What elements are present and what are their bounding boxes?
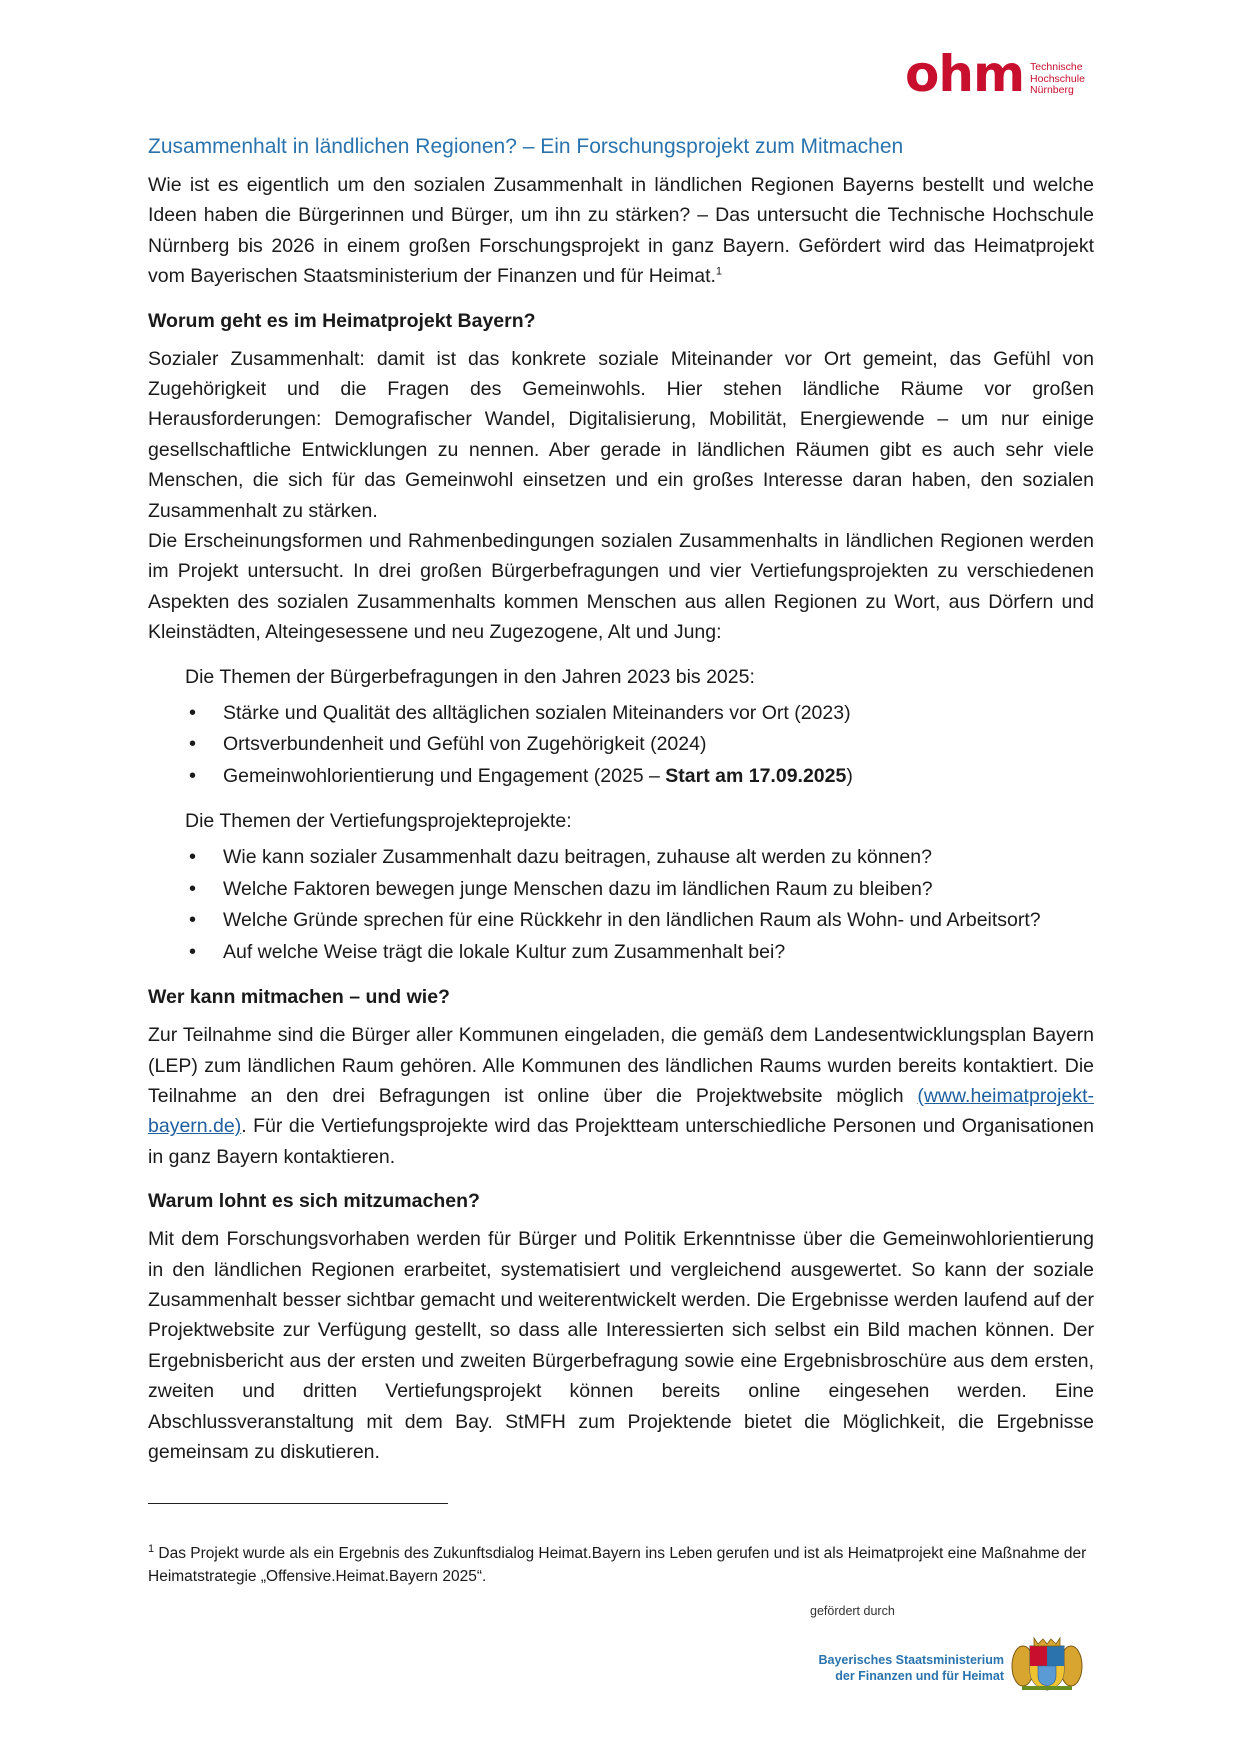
section-heading-benefits: Warum lohnt es sich mitzumachen?: [148, 1190, 480, 1213]
survey3-close: ): [846, 764, 853, 787]
projects-list: [185, 842, 1094, 968]
list-item: • Wie kann sozialer Zusammenhalt dazu beitragen, zuhause alt werden zu können?: [185, 842, 1094, 874]
about-paragraph-2: Die Erscheinungsformen und Rahmenbedingungen sozialen Zusammenhalts in ländlichen Regionen werden im Projekt untersucht. In drei großen Bürgerbefragungen und vier Vertiefungsprojekten zu verschiedenen Aspekten des sozialen Zusammenhalts kommen Menschen aus allen Regionen zu Wort, aus Dörfern und Kleinstädten, Alteingesessene und neu Zugezogene, Alt und Jung:: [148, 530, 1094, 644]
participation-paragraph: [148, 1020, 1094, 1172]
bavarian-coat-of-arms-icon: [1008, 1636, 1086, 1692]
logo-wordmark: ohm: [905, 45, 1025, 103]
section-heading-about: Worum geht es im Heimatprojekt Bayern?: [148, 309, 536, 332]
list-item: • Welche Faktoren bewegen junge Menschen dazu im ländlichen Raum zu bleiben?: [185, 874, 1094, 906]
footnote-ref[interactable]: 1: [715, 265, 723, 278]
logo-line-3: Nürnberg: [1030, 84, 1074, 96]
footnote-divider: [148, 1503, 448, 1504]
footnote-mark: 1: [148, 1542, 155, 1555]
logo-subtitle: [1030, 62, 1085, 97]
footnote: [148, 1542, 1094, 1588]
footnote-text: Das Projekt wurde als ein Ergebnis des Zukunftsdialog Heimat.Bayern ins Leben gerufen und ist als Heimatprojekt eine Maßnahme der Heimatstrategie „Offensive.Heimat.Bayern 2025“.: [148, 1545, 1087, 1585]
list-item: • Auf welche Weise trägt die lokale Kultur zum Zusammenhalt bei?: [185, 937, 1094, 969]
about-paragraph-1: Sozialer Zusammenhalt: damit ist das konkrete soziale Miteinander vor Ort gemeint, das Gefühl von Zugehörigkeit und die Fragen des Gemeinwohls. Hier stehen ländliche Räume vor großen Herausforderungen: Demografischer Wandel, Digitalisierung, Mobilität, Energiewende – um nur einige gesellschaftliche Entwicklungen zu nennen. Aber gerade in ländlichen Räumen gibt es auch sehr viele Menschen, die sich für das Gemeinwohl einsetzen und ein großes Interesse daran haben, den sozialen Zusammenhalt zu stärken.: [148, 347, 1094, 522]
participation-text-end: . Für die Vertiefungsprojekte wird das Projektteam unterschiedliche Personen und Organisationen in ganz Bayern kontaktieren.: [148, 1115, 1094, 1168]
topics-block: [185, 662, 1094, 969]
list-item: • Stärke und Qualität des alltäglichen sozialen Miteinanders vor Ort (2023): [185, 698, 1094, 730]
ministry-line-1: Bayerisches Staatsministerium: [818, 1653, 1004, 1667]
page-title: Zusammenhalt in ländlichen Regionen? – Ein Forschungsprojekt zum Mitmachen: [148, 135, 904, 158]
logo-line-2: Hochschule: [1030, 72, 1085, 85]
ohm-logo: [905, 45, 1085, 103]
benefits-paragraph: Mit dem Forschungsvorhaben werden für Bürger und Politik Erkenntnisse über die Gemeinwohlorientierung in den ländlichen Regionen erarbeitet, systematisiert und vergleichend ausgewertet. So kann der soziale Zusammenhalt besser sichtbar gemacht und weiterentwickelt werden. Die Ergebnisse werden laufend auf der Projektwebsite zur Verfügung gestellt, so dass alle Interessierten sich selbst ein Bild machen können. Der Ergebnisbericht aus der ersten und zweiten Bürgerbefragung sowie eine Ergebnisbroschüre aus dem ersten, zweiten und dritten Vertiefungsprojekt können bereits online eingesehen werden. Eine Abschlussveranstaltung mit dem Bay. StMFH zum Projektende bietet die Möglichkeit, die Ergebnisse gemeinsam zu diskutieren.: [148, 1228, 1094, 1464]
surveys-heading: Die Themen der Bürgerbefragungen in den Jahren 2023 bis 2025:: [185, 665, 755, 688]
project-website-link[interactable]: (www.heimatprojekt-bayern.de): [148, 1085, 1094, 1138]
survey3-text: Gemeinwohlorientierung und Engagement (2025 –: [223, 764, 666, 787]
document-body: [148, 132, 1094, 1467]
section-heading-participation: Wer kann mitmachen – und wie?: [148, 986, 450, 1009]
ministry-name: [804, 1652, 1004, 1684]
list-item: • Ortsverbundenheit und Gefühl von Zugehörigkeit (2024): [185, 729, 1094, 761]
projects-heading: Die Themen der Vertiefungsprojekteprojekte:: [185, 810, 572, 833]
survey3-start-date: Start am 17.09.2025: [665, 764, 847, 787]
funded-by-label: gefördert durch: [810, 1604, 895, 1618]
intro-text: Wie ist es eigentlich um den sozialen Zusammenhalt in ländlichen Regionen Bayerns bestellt und welche Ideen haben die Bürgerinnen und Bürger, um ihn zu stärken? – Das untersucht die Technische Hochschule Nürnberg bis 2026 in einem großen Forschungsprojekt in ganz Bayern. Gefördert wird das Heimatprojekt vom Bayerischen Staatsministerium der Finanzen und für Heimat.: [148, 174, 1094, 288]
list-item: • Welche Gründe sprechen für eine Rückkehr in den ländlichen Raum als Wohn- und Arbeitsort?: [185, 905, 1094, 937]
participation-text: Zur Teilnahme sind die Bürger aller Kommunen eingeladen, die gemäß dem Landesentwicklungsplan Bayern (LEP) zum ländlichen Raum gehören. Alle Kommunen des ländlichen Raums wurden bereits kontaktiert. Die Teilnahme an den drei Befragungen ist online über die Projektwebsite möglich: [148, 1024, 1094, 1107]
ministry-line-2: der Finanzen und für Heimat: [835, 1669, 1004, 1683]
surveys-list: [185, 698, 1094, 793]
intro-paragraph: [148, 170, 1094, 292]
logo-line-1: Technische: [1030, 61, 1083, 73]
list-item: [185, 761, 1094, 793]
